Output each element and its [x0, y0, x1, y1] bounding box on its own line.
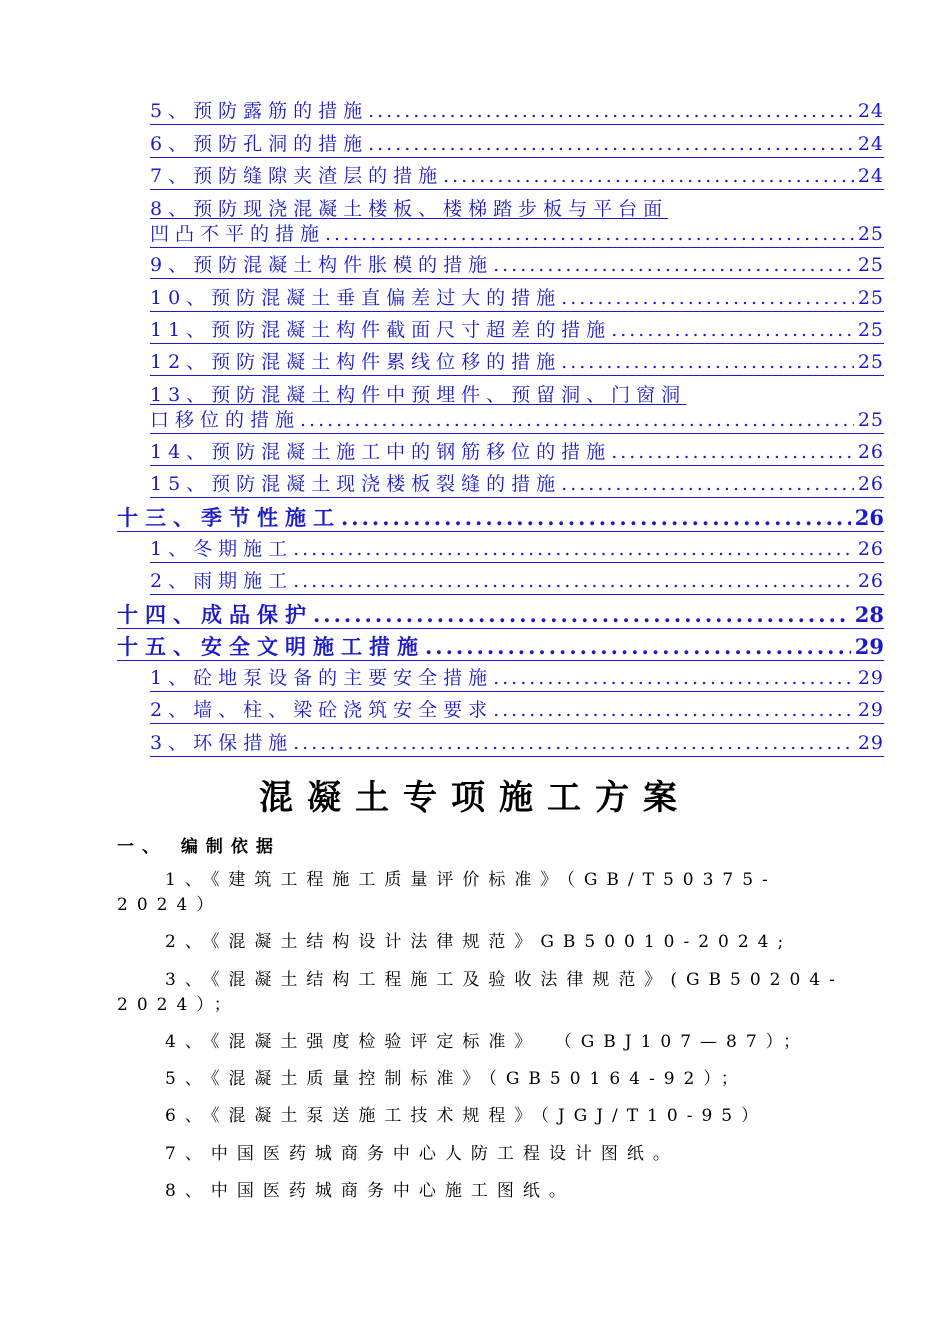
toc-chapter-14[interactable]: [117, 601, 884, 629]
toc-entry-title: 9、预防混凝土构件胀模的措施: [150, 254, 494, 276]
toc-page-number: 29: [857, 732, 884, 754]
toc-page-number: 25: [857, 223, 884, 245]
toc-leader-dots: [293, 537, 854, 562]
toc-leader-dots: [611, 440, 854, 465]
toc-entry-6[interactable]: [150, 132, 884, 158]
toc-entry-title-line2: 口移位的措施: [150, 409, 301, 431]
toc-entry-title-line2: 凹凸不平的措施: [150, 223, 326, 245]
document-title: 混凝土专项施工方案: [259, 778, 691, 818]
toc-page-number: 29: [854, 634, 884, 659]
toc-page-number: 26: [857, 570, 884, 592]
toc-page-number: 24: [857, 100, 884, 122]
toc-leader-dots: [425, 633, 851, 660]
toc-page-number: 25: [857, 254, 884, 276]
toc-entry-7[interactable]: [150, 164, 884, 190]
toc-entry-title: 3、环保措施: [150, 732, 294, 754]
toc-page-number: 24: [857, 133, 884, 155]
toc-leader-dots: [493, 253, 854, 278]
toc-entry-title: 15、预防混凝土现浇楼板裂缝的措施: [150, 473, 562, 495]
toc-entry-15[interactable]: [150, 472, 884, 498]
toc-leader-dots: [493, 698, 854, 723]
toc-leader-dots: [293, 569, 854, 594]
toc-page-number: 25: [857, 351, 884, 373]
toc-chapter-title: 十三、季节性施工: [117, 505, 341, 530]
toc-leader-dots: [293, 731, 854, 756]
toc-entry-title: 11、预防混凝土构件截面尺寸超差的措施: [150, 319, 612, 341]
toc-chapter-13[interactable]: [117, 504, 884, 532]
toc-entry-title: 2、雨期施工: [150, 570, 294, 592]
toc-page-number: 25: [857, 319, 884, 341]
reference-item-3: 3、《混凝土结构工程施工及验收法律规范》(GB50204-2024）；: [117, 970, 844, 1015]
toc-chapter-title: 十五、安全文明施工措施: [117, 634, 425, 659]
toc-page-number: 26: [857, 538, 884, 560]
toc-entry-12[interactable]: [150, 350, 884, 376]
toc-leader-dots: [443, 164, 854, 189]
toc-leader-dots: [561, 350, 854, 375]
toc-page-number: 28: [854, 602, 884, 627]
toc-leader-dots: [300, 408, 854, 433]
toc-leader-dots: [561, 472, 854, 497]
toc-chapter-title: 十四、成品保护: [117, 602, 313, 627]
toc-entry-environment[interactable]: [150, 731, 884, 757]
toc-page-number: 24: [857, 165, 884, 187]
reference-item-2: 2、《混凝土结构设计法律规范》GB50010-2024;: [165, 932, 793, 952]
toc-entry-5[interactable]: [150, 99, 884, 125]
toc-page-number: 29: [857, 699, 884, 721]
toc-entry-rain[interactable]: [150, 569, 884, 595]
toc-leader-dots: [561, 286, 854, 311]
toc-entry-title: 7、预防缝隙夹渣层的措施: [150, 165, 444, 187]
toc-entry-title: 12、预防混凝土构件累线位移的措施: [150, 351, 562, 373]
toc-page-number: 29: [857, 667, 884, 689]
toc-entry-pouring-safety[interactable]: [150, 698, 884, 724]
toc-entry-title: 2、墙、柱、梁砼浇筑安全要求: [150, 699, 494, 721]
toc-entry-11[interactable]: [150, 318, 884, 344]
toc-entry-10[interactable]: [150, 286, 884, 312]
toc-leader-dots: [368, 99, 854, 124]
section-heading: 一、 编制依据: [117, 837, 281, 857]
reference-item-4: 4、《混凝土强度检验评定标准》 （GBJ107—87）；: [165, 1032, 810, 1052]
toc-leader-dots: [313, 601, 851, 628]
toc-entry-8[interactable]: [150, 197, 884, 248]
toc-page-number: 26: [854, 505, 884, 530]
toc-entry-title-line1: 8、预防现浇混凝土楼板、楼梯踏步板与平台面: [150, 198, 669, 220]
toc-entry-title: 1、砼地泵设备的主要安全措施: [150, 667, 494, 689]
toc-entry-title-line1: 13、预防混凝土构件中预埋件、预留洞、门窗洞: [150, 384, 687, 406]
toc-leader-dots: [325, 222, 854, 247]
toc-page-number: 26: [857, 441, 884, 463]
toc-entry-line2: [150, 222, 884, 248]
toc-entry-title: 10、预防混凝土垂直偏差过大的措施: [150, 287, 562, 309]
reference-item-8: 8、中国医药城商务中心施工图纸。: [165, 1181, 575, 1201]
toc-entry-line2: [150, 408, 884, 434]
toc-chapter-15[interactable]: [117, 633, 884, 661]
toc-entry-title: 1、冬期施工: [150, 538, 294, 560]
toc-entry-title: 5、预防露筋的措施: [150, 100, 369, 122]
toc-entry-title: 14、预防混凝土施工中的钢筋移位的措施: [150, 441, 612, 463]
reference-item-7: 7、中国医药城商务中心人防工程设计图纸。: [165, 1144, 679, 1164]
toc-leader-dots: [611, 318, 854, 343]
toc-entry-pump-safety[interactable]: [150, 666, 884, 692]
toc-entry-winter[interactable]: [150, 537, 884, 563]
toc-entry-9[interactable]: [150, 253, 884, 279]
toc-entry-13[interactable]: [150, 383, 884, 434]
toc-entry-14[interactable]: [150, 440, 884, 466]
toc-leader-dots: [493, 666, 854, 691]
reference-item-5: 5、《混凝土质量控制标准》（GB50164-92）；: [165, 1069, 747, 1089]
reference-item-6: 6、《混凝土泵送施工技术规程》（JGJ/T10-95）: [165, 1106, 768, 1126]
toc-entry-title: 6、预防孔洞的措施: [150, 133, 369, 155]
toc-leader-dots: [368, 132, 854, 157]
toc-page-number: 26: [857, 473, 884, 495]
toc-leader-dots: [341, 504, 851, 531]
toc-page-number: 25: [857, 409, 884, 431]
reference-item-1: 1、《建筑工程施工质量评价标准》（GB/T50375-2024）: [117, 870, 777, 915]
toc-page-number: 25: [857, 287, 884, 309]
